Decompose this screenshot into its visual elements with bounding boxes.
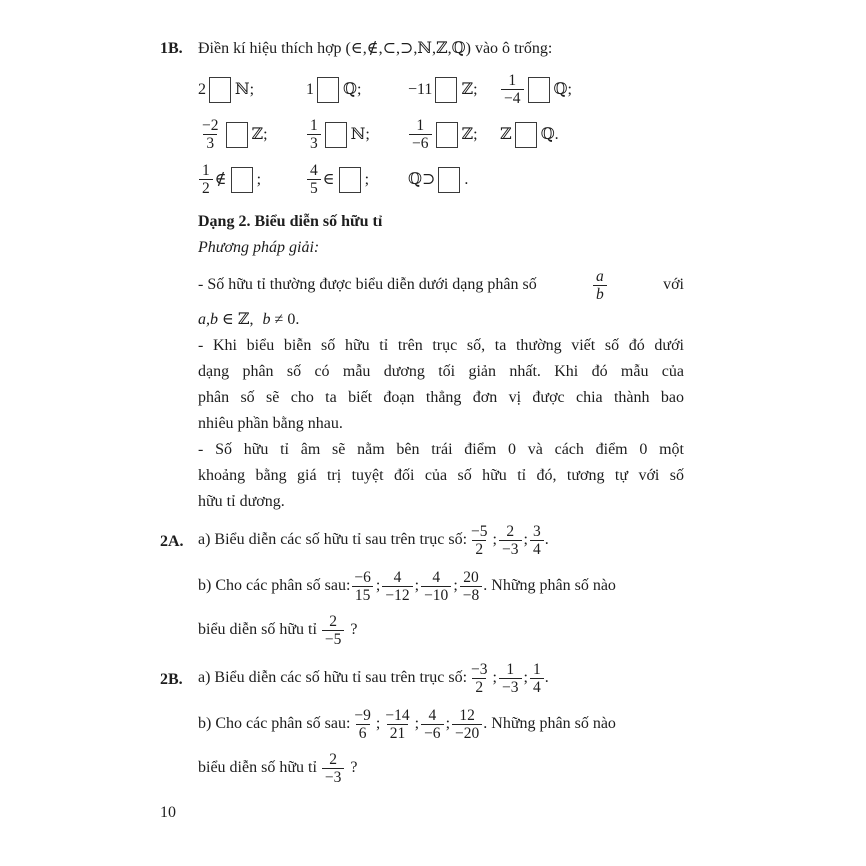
exercise-label: 1B. [160,40,183,57]
text: biểu diễn số hữu tỉ [198,621,317,638]
fraction-denominator: b [593,285,607,303]
separator: ; [492,669,497,686]
fraction-numerator: 4 [393,568,402,586]
fraction-denominator: 15 [352,586,374,604]
element-symbol: ∈ [322,170,335,188]
fraction [351,707,374,742]
text: biểu diễn số hữu tỉ [198,759,317,776]
set-symbol: ℤ [500,125,512,143]
fraction-denominator: 21 [387,724,409,742]
fraction [307,117,321,152]
separator: ; [445,715,451,732]
blank-box [515,122,537,148]
separator: ; [414,715,420,732]
punctuation: . [544,669,549,686]
blank-box [528,77,550,103]
fraction-denominator: −6 [421,724,444,742]
fraction [421,707,444,742]
math-variable: b [262,311,271,328]
fraction-numerator: −3 [471,660,488,678]
page-number: 10 [160,804,176,821]
fraction-denominator: −4 [501,89,524,107]
blank-box [435,77,457,103]
set-symbol: ℕ; [350,125,370,143]
text: b) Cho các phân số sau: [198,577,351,594]
separator: ; [375,577,381,594]
fraction-denominator: −6 [409,134,432,152]
set-symbol: ℕ; [235,80,255,98]
fraction [322,613,345,648]
fill-item [500,72,572,107]
fraction-numerator: 1 [532,660,541,678]
separator: ; [492,531,497,548]
fraction-numerator: 4 [310,162,318,179]
exercise-1b-header [160,36,690,62]
fraction-denominator: 4 [530,678,544,696]
section-heading: Dạng 2. Biểu diễn số hữu tỉ [198,213,383,230]
fraction-numerator: 2 [329,612,338,630]
punctuation: . [464,170,469,188]
fill-item [306,117,408,152]
blank-box [317,77,339,103]
fraction-denominator: −20 [452,724,482,742]
fill-row [198,113,690,156]
blank-box [339,167,361,193]
set-symbol: ℤ; [251,125,268,143]
fill-item [408,77,500,103]
fraction [307,162,321,197]
fraction-numerator: 12 [459,706,475,724]
set-symbol: ℚ; [343,80,362,98]
fraction [501,72,524,107]
fraction [322,751,345,786]
fraction-numerator: −9 [354,706,371,724]
fraction [351,569,374,604]
math-text: ≠ 0. [274,311,300,328]
fraction [530,661,544,696]
exercise-label: 2A. [160,533,184,550]
fraction-numerator: 1 [310,117,318,134]
math-variables: a,b [198,311,218,328]
text-line: hữu tỉ dương. [198,493,285,510]
fraction [452,707,482,742]
text: - Số hữu tỉ thường được biểu diễn dưới dạng phân số [198,276,537,293]
text-line: khoảng bằng giá trị tuyệt đối của số hữu tỉ đó, tương tự với số [198,467,684,484]
method-paragraph-1-line-1 [198,263,684,307]
fraction-numerator: 4 [428,706,437,724]
fraction-numerator: 4 [432,568,441,586]
fraction-numerator: 1 [508,72,517,89]
fill-item [198,162,306,197]
text-line: nhiêu phần bằng nhau. [198,415,343,432]
text: a) Biểu diễn các số hữu tỉ sau trên trục số: [198,531,468,548]
fill-in-grid [198,68,690,201]
fraction-denominator: −3 [499,678,522,696]
fraction-numerator: 1 [506,660,515,678]
punctuation: ; [256,170,262,188]
text: . Những phân số nào [483,715,616,732]
blank-box [231,167,253,193]
fill-item [408,167,468,193]
exercise-2b [160,657,690,789]
text-line: phân số sẽ cho ta biết đoạn thẳng đơn vị được chia thành bao [198,389,684,406]
separator: ; [375,715,381,732]
fraction [409,117,432,152]
punctuation: ? [350,621,358,638]
not-element-symbol: ∉ [214,170,227,188]
method-paragraph-1-line-2 [198,307,684,333]
fraction-numerator: −14 [385,706,410,724]
set-symbol: ℚ. [540,125,559,143]
fraction [421,569,451,604]
exercise-2b-part-a [198,657,684,699]
fraction-denominator: 3 [307,134,321,152]
blank-box [325,122,347,148]
fraction [593,268,607,303]
fraction-denominator: −3 [499,540,522,558]
exercise-2a-part-b [198,565,684,607]
fraction-denominator: −10 [421,586,451,604]
text-line: - Khi biểu biễn số hữu tỉ trên trục số, ta thường viết số đó dưới [198,337,684,354]
page-content [160,36,690,789]
fill-row [198,68,690,111]
fraction-denominator: −5 [322,630,345,648]
fraction [499,661,522,696]
set-symbol: ℤ; [461,125,478,143]
value: −11 [408,80,433,98]
exercise-2b-part-b [198,703,684,745]
value: 1 [306,80,314,98]
fraction-numerator: 3 [532,522,541,540]
fraction-denominator: 2 [472,540,486,558]
fraction-numerator: 2 [506,522,515,540]
text: b) Cho các phân số sau: [198,715,351,732]
fraction-denominator: −8 [460,586,483,604]
fraction-numerator: 1 [202,162,210,179]
exercise-2a-part-a [198,519,684,561]
fraction-denominator: 5 [307,179,321,197]
method-label: Phương pháp giải: [198,239,320,256]
value: 2 [198,80,206,98]
fraction-denominator: −3 [322,768,345,786]
fraction [382,569,412,604]
fill-item [306,77,408,103]
fill-item [198,77,306,103]
separator: ; [523,669,528,686]
fraction-numerator: a [596,267,604,285]
fraction-denominator: 6 [356,724,370,742]
method-paragraph-2 [198,333,684,437]
exercise-2a-part-b-line-2 [198,609,684,651]
exercise-label: 2B. [160,671,183,688]
text: . Những phân số nào [483,577,616,594]
separator: ; [523,531,528,548]
separator: ; [414,577,420,594]
fraction-denominator: 2 [472,678,486,696]
fraction-denominator: 4 [530,540,544,558]
punctuation: ? [350,759,358,776]
fraction-numerator: 1 [416,117,425,134]
punctuation: ; [364,170,370,188]
blank-box [438,167,460,193]
fraction [468,523,491,558]
blank-box [209,77,231,103]
fraction-denominator: 3 [203,134,217,152]
fill-item [198,117,306,152]
fraction [199,117,222,152]
exercise-2a [160,519,690,651]
fraction-denominator: −12 [382,586,412,604]
math-text: ∈ ℤ, [222,311,254,328]
fraction [530,523,544,558]
exercise-prompt: Điền kí hiệu thích hợp (∈,∉,⊂,⊃,ℕ,ℤ,ℚ) vào ô trống: [198,40,553,57]
blank-box [436,122,458,148]
fraction [468,661,491,696]
fraction [199,162,213,197]
fraction [499,523,522,558]
fraction [382,707,412,742]
fraction-denominator: 2 [199,179,213,197]
fraction-numerator: 20 [463,568,479,586]
text: với [663,276,684,293]
fraction-numerator: −6 [354,568,371,586]
text: a) Biểu diễn các số hữu tỉ sau trên trục số: [198,669,468,686]
punctuation: . [544,531,549,548]
fraction-numerator: 2 [329,750,338,768]
exercise-2b-part-b-line-2 [198,747,684,789]
fill-item [306,162,408,197]
fill-item [500,122,559,148]
fraction [460,569,483,604]
set-symbol: ℚ⊃ [408,170,436,188]
set-symbol: ℚ; [553,80,572,98]
set-symbol: ℤ; [461,80,478,98]
text-line: - Số hữu tỉ âm sẽ nằm bên trái điểm 0 và cách điểm 0 một [198,441,684,458]
fill-item [408,117,500,152]
separator: ; [453,577,458,594]
fraction-numerator: −2 [202,117,219,134]
text-line: dạng phân số có mẫu dương tối giản nhất. Khi đó mẫu của [198,363,684,380]
fraction-numerator: −5 [471,522,488,540]
method-paragraph-3 [198,437,684,515]
blank-box [226,122,248,148]
fill-row [198,158,690,201]
